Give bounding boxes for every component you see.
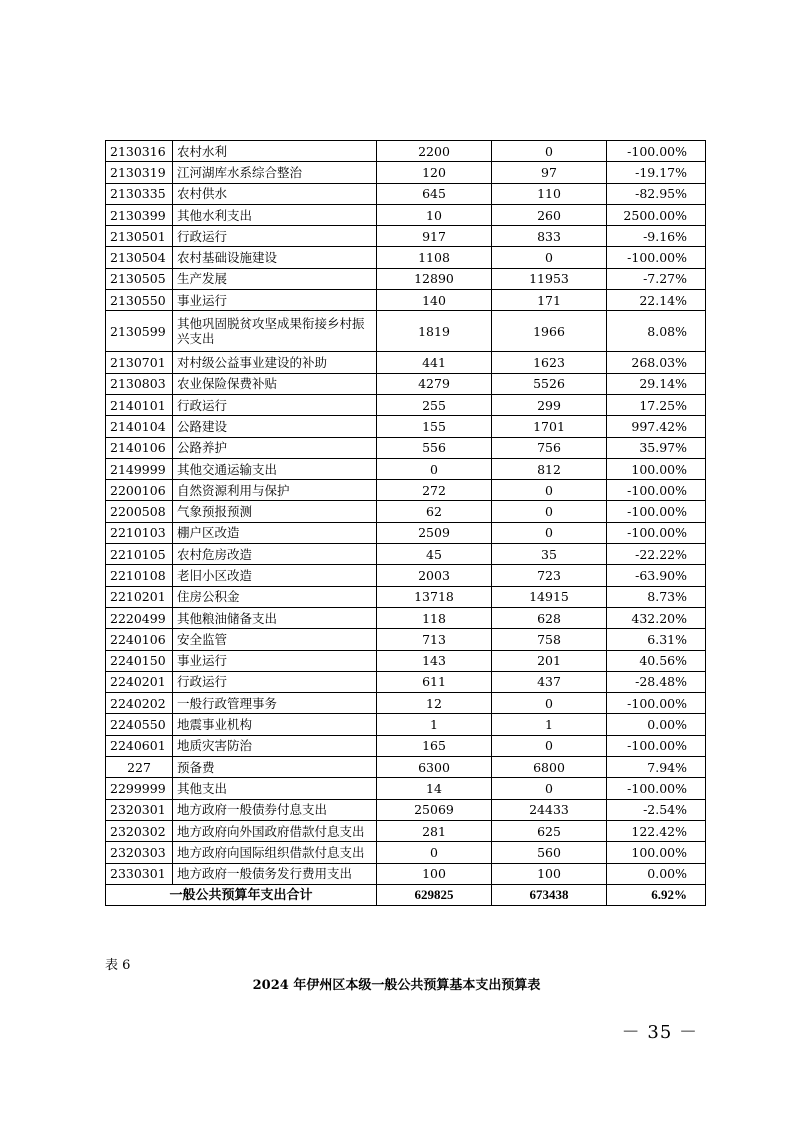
row-prev-value: 4279 [377, 373, 492, 394]
row-code: 2200508 [106, 501, 173, 522]
row-change-pct: 8.08% [607, 311, 706, 352]
row-name: 其他支出 [173, 778, 377, 799]
row-name: 农村基础设施建设 [173, 247, 377, 268]
row-name: 地方政府一般债券付息支出 [173, 799, 377, 820]
row-curr-value: 0 [492, 501, 607, 522]
row-name: 其他水利支出 [173, 204, 377, 225]
table-row [106, 437, 706, 458]
budget-table [105, 140, 706, 906]
row-curr-value: 812 [492, 458, 607, 479]
row-curr-value: 833 [492, 226, 607, 247]
row-name: 地震事业机构 [173, 714, 377, 735]
row-change-pct: 100.00% [607, 842, 706, 863]
row-curr-value: 171 [492, 290, 607, 311]
table-note: 表 6 [105, 958, 131, 973]
row-curr-value: 0 [492, 141, 607, 162]
row-code: 2240201 [106, 671, 173, 692]
row-name: 其他巩固脱贫攻坚成果衔接乡村振兴支出 [173, 311, 377, 352]
row-prev-value: 12 [377, 693, 492, 714]
row-curr-value: 0 [492, 247, 607, 268]
row-name: 行政运行 [173, 226, 377, 247]
row-prev-value: 645 [377, 183, 492, 204]
table-row [106, 247, 706, 268]
row-prev-value: 713 [377, 629, 492, 650]
row-curr-value: 0 [492, 693, 607, 714]
row-code: 2130701 [106, 352, 173, 373]
row-code: 2210103 [106, 522, 173, 543]
row-name: 气象预报预测 [173, 501, 377, 522]
row-curr-value: 0 [492, 778, 607, 799]
row-change-pct: 100.00% [607, 458, 706, 479]
total-change-pct: 6.92% [607, 884, 706, 905]
row-curr-value: 24433 [492, 799, 607, 820]
row-code: 2130505 [106, 268, 173, 289]
row-prev-value: 62 [377, 501, 492, 522]
row-curr-value: 1701 [492, 416, 607, 437]
row-curr-value: 437 [492, 671, 607, 692]
row-change-pct: -100.00% [607, 778, 706, 799]
row-change-pct: -100.00% [607, 501, 706, 522]
table-row [106, 268, 706, 289]
row-code: 2130319 [106, 162, 173, 183]
row-curr-value: 0 [492, 480, 607, 501]
row-code: 2240550 [106, 714, 173, 735]
row-name: 农村水利 [173, 141, 377, 162]
row-code: 2140101 [106, 394, 173, 415]
row-name: 自然资源利用与保护 [173, 480, 377, 501]
table-row [106, 671, 706, 692]
row-name: 棚户区改造 [173, 522, 377, 543]
row-change-pct: 22.14% [607, 290, 706, 311]
row-code: 2140106 [106, 437, 173, 458]
row-prev-value: 2200 [377, 141, 492, 162]
row-code: 2240601 [106, 735, 173, 756]
row-code: 2130599 [106, 311, 173, 352]
row-name: 地质灾害防治 [173, 735, 377, 756]
row-prev-value: 0 [377, 458, 492, 479]
row-change-pct: -7.27% [607, 268, 706, 289]
row-curr-value: 1623 [492, 352, 607, 373]
row-curr-value: 201 [492, 650, 607, 671]
row-curr-value: 11953 [492, 268, 607, 289]
row-change-pct: 2500.00% [607, 204, 706, 225]
table-row [106, 863, 706, 884]
table-row [106, 352, 706, 373]
row-curr-value: 97 [492, 162, 607, 183]
row-change-pct: 268.03% [607, 352, 706, 373]
page-number: － 35 － [621, 1022, 698, 1043]
row-change-pct: 8.73% [607, 586, 706, 607]
row-name: 安全监管 [173, 629, 377, 650]
row-curr-value: 0 [492, 522, 607, 543]
row-change-pct: -9.16% [607, 226, 706, 247]
table-row [106, 586, 706, 607]
row-prev-value: 441 [377, 352, 492, 373]
row-curr-value: 625 [492, 820, 607, 841]
row-prev-value: 2509 [377, 522, 492, 543]
row-code: 2240106 [106, 629, 173, 650]
row-change-pct: -82.95% [607, 183, 706, 204]
row-prev-value: 611 [377, 671, 492, 692]
row-prev-value: 140 [377, 290, 492, 311]
table-row [106, 757, 706, 778]
row-prev-value: 1819 [377, 311, 492, 352]
row-code: 2320302 [106, 820, 173, 841]
row-prev-value: 118 [377, 607, 492, 628]
row-code: 2130399 [106, 204, 173, 225]
table-row [106, 629, 706, 650]
row-name: 行政运行 [173, 671, 377, 692]
row-name: 事业运行 [173, 650, 377, 671]
table-row [106, 735, 706, 756]
total-label: 一般公共预算年支出合计 [106, 884, 377, 905]
row-name: 对村级公益事业建设的补助 [173, 352, 377, 373]
table-row [106, 183, 706, 204]
table-row [106, 204, 706, 225]
row-change-pct: 432.20% [607, 607, 706, 628]
row-change-pct: -100.00% [607, 480, 706, 501]
row-name: 老旧小区改造 [173, 565, 377, 586]
row-code: 2130504 [106, 247, 173, 268]
row-change-pct: 6.31% [607, 629, 706, 650]
row-code: 2130316 [106, 141, 173, 162]
row-prev-value: 2003 [377, 565, 492, 586]
table-row [106, 480, 706, 501]
table-row [106, 290, 706, 311]
row-change-pct: 122.42% [607, 820, 706, 841]
row-change-pct: -100.00% [607, 247, 706, 268]
row-name: 事业运行 [173, 290, 377, 311]
row-name: 预备费 [173, 757, 377, 778]
row-code: 227 [106, 757, 173, 778]
row-curr-value: 299 [492, 394, 607, 415]
row-name: 其他交通运输支出 [173, 458, 377, 479]
row-prev-value: 0 [377, 842, 492, 863]
row-name: 地方政府向国际组织借款付息支出 [173, 842, 377, 863]
row-name: 农村供水 [173, 183, 377, 204]
row-change-pct: 35.97% [607, 437, 706, 458]
row-prev-value: 255 [377, 394, 492, 415]
table-row [106, 373, 706, 394]
row-change-pct: -100.00% [607, 693, 706, 714]
total-curr-value: 673438 [492, 884, 607, 905]
row-prev-value: 120 [377, 162, 492, 183]
table-row [106, 820, 706, 841]
table-row [106, 141, 706, 162]
next-table-title: 2024 年伊州区本级一般公共预算基本支出预算表 [252, 978, 541, 993]
row-change-pct: -19.17% [607, 162, 706, 183]
row-change-pct: -100.00% [607, 735, 706, 756]
row-curr-value: 260 [492, 204, 607, 225]
row-prev-value: 14 [377, 778, 492, 799]
row-code: 2140104 [106, 416, 173, 437]
row-code: 2210201 [106, 586, 173, 607]
row-code: 2200106 [106, 480, 173, 501]
row-curr-value: 14915 [492, 586, 607, 607]
row-curr-value: 723 [492, 565, 607, 586]
table-row [106, 714, 706, 735]
table-row [106, 501, 706, 522]
row-change-pct: 0.00% [607, 714, 706, 735]
table-row [106, 607, 706, 628]
row-change-pct: 40.56% [607, 650, 706, 671]
table-row [106, 311, 706, 352]
row-code: 2240150 [106, 650, 173, 671]
table-row [106, 394, 706, 415]
row-curr-value: 6800 [492, 757, 607, 778]
row-code: 2130803 [106, 373, 173, 394]
row-change-pct: -100.00% [607, 522, 706, 543]
table-row [106, 778, 706, 799]
row-name: 住房公积金 [173, 586, 377, 607]
row-name: 公路建设 [173, 416, 377, 437]
row-name: 地方政府一般债务发行费用支出 [173, 863, 377, 884]
total-row [106, 884, 706, 905]
row-curr-value: 756 [492, 437, 607, 458]
row-change-pct: -22.22% [607, 544, 706, 565]
table-row [106, 799, 706, 820]
row-code: 2130550 [106, 290, 173, 311]
row-curr-value: 100 [492, 863, 607, 884]
row-prev-value: 917 [377, 226, 492, 247]
row-prev-value: 281 [377, 820, 492, 841]
table-row [106, 693, 706, 714]
row-name: 行政运行 [173, 394, 377, 415]
row-name: 其他粮油储备支出 [173, 607, 377, 628]
row-change-pct: 0.00% [607, 863, 706, 884]
table-row [106, 565, 706, 586]
row-prev-value: 1108 [377, 247, 492, 268]
table-row [106, 544, 706, 565]
row-code: 2130501 [106, 226, 173, 247]
row-prev-value: 100 [377, 863, 492, 884]
table-row [106, 650, 706, 671]
row-prev-value: 12890 [377, 268, 492, 289]
row-change-pct: 997.42% [607, 416, 706, 437]
row-curr-value: 5526 [492, 373, 607, 394]
table-row [106, 842, 706, 863]
row-curr-value: 1966 [492, 311, 607, 352]
row-code: 2210108 [106, 565, 173, 586]
row-name: 农业保险保费补贴 [173, 373, 377, 394]
row-prev-value: 25069 [377, 799, 492, 820]
row-curr-value: 628 [492, 607, 607, 628]
row-name: 农村危房改造 [173, 544, 377, 565]
row-prev-value: 155 [377, 416, 492, 437]
table-row [106, 522, 706, 543]
row-change-pct: -63.90% [607, 565, 706, 586]
row-curr-value: 1 [492, 714, 607, 735]
table-row [106, 416, 706, 437]
row-code: 2320303 [106, 842, 173, 863]
row-change-pct: 17.25% [607, 394, 706, 415]
row-prev-value: 165 [377, 735, 492, 756]
row-curr-value: 0 [492, 735, 607, 756]
row-code: 2130335 [106, 183, 173, 204]
row-name: 一般行政管理事务 [173, 693, 377, 714]
row-code: 2240202 [106, 693, 173, 714]
row-change-pct: -28.48% [607, 671, 706, 692]
row-code: 2299999 [106, 778, 173, 799]
row-prev-value: 13718 [377, 586, 492, 607]
row-code: 2210105 [106, 544, 173, 565]
table-body [106, 141, 706, 885]
row-code: 2330301 [106, 863, 173, 884]
row-prev-value: 10 [377, 204, 492, 225]
row-curr-value: 110 [492, 183, 607, 204]
row-change-pct: -100.00% [607, 141, 706, 162]
row-prev-value: 1 [377, 714, 492, 735]
row-prev-value: 143 [377, 650, 492, 671]
table-row [106, 458, 706, 479]
row-prev-value: 6300 [377, 757, 492, 778]
table-row [106, 162, 706, 183]
total-prev-value: 629825 [377, 884, 492, 905]
row-change-pct: 7.94% [607, 757, 706, 778]
row-prev-value: 45 [377, 544, 492, 565]
row-code: 2220499 [106, 607, 173, 628]
table-row [106, 226, 706, 247]
row-prev-value: 272 [377, 480, 492, 501]
row-name: 生产发展 [173, 268, 377, 289]
row-code: 2320301 [106, 799, 173, 820]
row-change-pct: -2.54% [607, 799, 706, 820]
row-prev-value: 556 [377, 437, 492, 458]
row-code: 2149999 [106, 458, 173, 479]
row-curr-value: 560 [492, 842, 607, 863]
row-curr-value: 758 [492, 629, 607, 650]
row-name: 地方政府向外国政府借款付息支出 [173, 820, 377, 841]
row-curr-value: 35 [492, 544, 607, 565]
row-name: 公路养护 [173, 437, 377, 458]
row-change-pct: 29.14% [607, 373, 706, 394]
row-name: 江河湖库水系综合整治 [173, 162, 377, 183]
